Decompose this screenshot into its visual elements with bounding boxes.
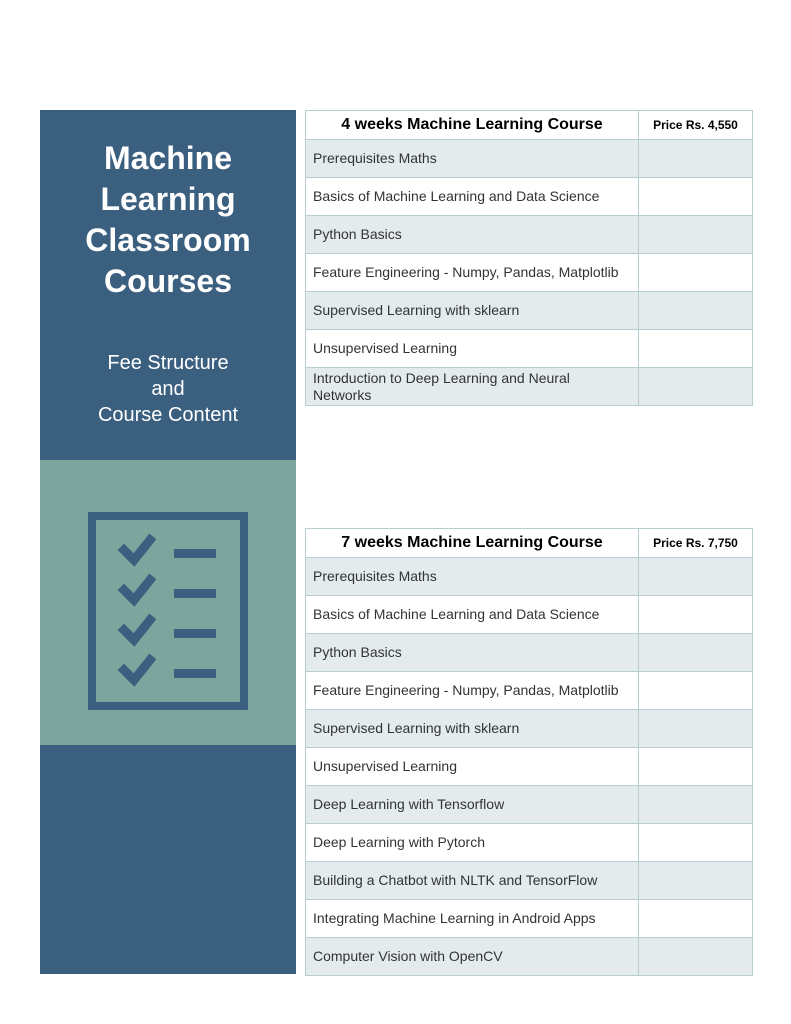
sidebar-header-panel xyxy=(40,110,296,460)
empty-cell xyxy=(639,368,753,406)
empty-cell xyxy=(639,786,753,824)
table-row xyxy=(306,216,753,254)
course-price: Price Rs. 4,550 xyxy=(639,111,753,140)
title-line: Classroom xyxy=(85,222,251,258)
subtitle-line: Course Content xyxy=(97,404,239,426)
table-header-row xyxy=(306,529,753,558)
empty-cell xyxy=(639,672,753,710)
empty-cell xyxy=(639,862,753,900)
course-item: Python Basics xyxy=(306,634,639,672)
page-subtitle xyxy=(40,350,296,428)
table-header-row xyxy=(306,111,753,140)
empty-cell xyxy=(639,330,753,368)
empty-cell xyxy=(639,216,753,254)
course-title: 7 weeks Machine Learning Course xyxy=(306,529,639,558)
course-item: Supervised Learning with sklearn xyxy=(306,292,639,330)
table-row xyxy=(306,254,753,292)
table-row xyxy=(306,900,753,938)
table-row xyxy=(306,292,753,330)
subtitle-line: and xyxy=(151,378,185,400)
table-row xyxy=(306,938,753,976)
title-line: Machine xyxy=(103,140,233,176)
course-item: Unsupervised Learning xyxy=(306,748,639,786)
empty-cell xyxy=(639,710,753,748)
title-line: Courses xyxy=(103,263,233,299)
course-item: Building a Chatbot with NLTK and TensorFlow xyxy=(306,862,639,900)
course-table-7-weeks xyxy=(305,528,753,976)
course-title: 4 weeks Machine Learning Course xyxy=(306,111,639,140)
table-row xyxy=(306,178,753,216)
empty-cell xyxy=(639,254,753,292)
empty-cell xyxy=(639,140,753,178)
course-price: Price Rs. 7,750 xyxy=(639,529,753,558)
course-item: Supervised Learning with sklearn xyxy=(306,710,639,748)
course-table-4-weeks xyxy=(305,110,753,406)
table-row xyxy=(306,634,753,672)
table-row xyxy=(306,596,753,634)
empty-cell xyxy=(639,748,753,786)
table-row xyxy=(306,710,753,748)
course-item: Integrating Machine Learning in Android Apps xyxy=(306,900,639,938)
course-item: Python Basics xyxy=(306,216,639,254)
course-item: Prerequisites Maths xyxy=(306,558,639,596)
course-item: Feature Engineering - Numpy, Pandas, Matplotlib xyxy=(306,254,639,292)
empty-cell xyxy=(639,938,753,976)
empty-cell xyxy=(639,558,753,596)
empty-cell xyxy=(639,178,753,216)
title-line: Learning xyxy=(100,181,236,217)
checklist-icon xyxy=(88,512,248,710)
course-item: Deep Learning with Pytorch xyxy=(306,824,639,862)
table-row xyxy=(306,672,753,710)
empty-cell xyxy=(639,824,753,862)
table-row xyxy=(306,786,753,824)
empty-cell xyxy=(639,596,753,634)
sidebar-footer-panel xyxy=(40,745,296,974)
empty-cell xyxy=(639,634,753,672)
course-item: Prerequisites Maths xyxy=(306,140,639,178)
empty-cell xyxy=(639,292,753,330)
table-row xyxy=(306,558,753,596)
subtitle-line: Fee Structure xyxy=(107,352,229,374)
sidebar-icon-panel xyxy=(40,460,296,745)
course-item: Introduction to Deep Learning and Neural Networks xyxy=(306,368,639,406)
course-item: Deep Learning with Tensorflow xyxy=(306,786,639,824)
course-item: Computer Vision with OpenCV xyxy=(306,938,639,976)
table-row xyxy=(306,330,753,368)
table-row xyxy=(306,748,753,786)
course-item: Basics of Machine Learning and Data Science xyxy=(306,596,639,634)
empty-cell xyxy=(639,900,753,938)
table-row xyxy=(306,368,753,406)
course-item: Feature Engineering - Numpy, Pandas, Matplotlib xyxy=(306,672,639,710)
course-item: Unsupervised Learning xyxy=(306,330,639,368)
course-item: Basics of Machine Learning and Data Science xyxy=(306,178,639,216)
table-row xyxy=(306,824,753,862)
table-row xyxy=(306,862,753,900)
table-row xyxy=(306,140,753,178)
page-title xyxy=(40,138,296,302)
